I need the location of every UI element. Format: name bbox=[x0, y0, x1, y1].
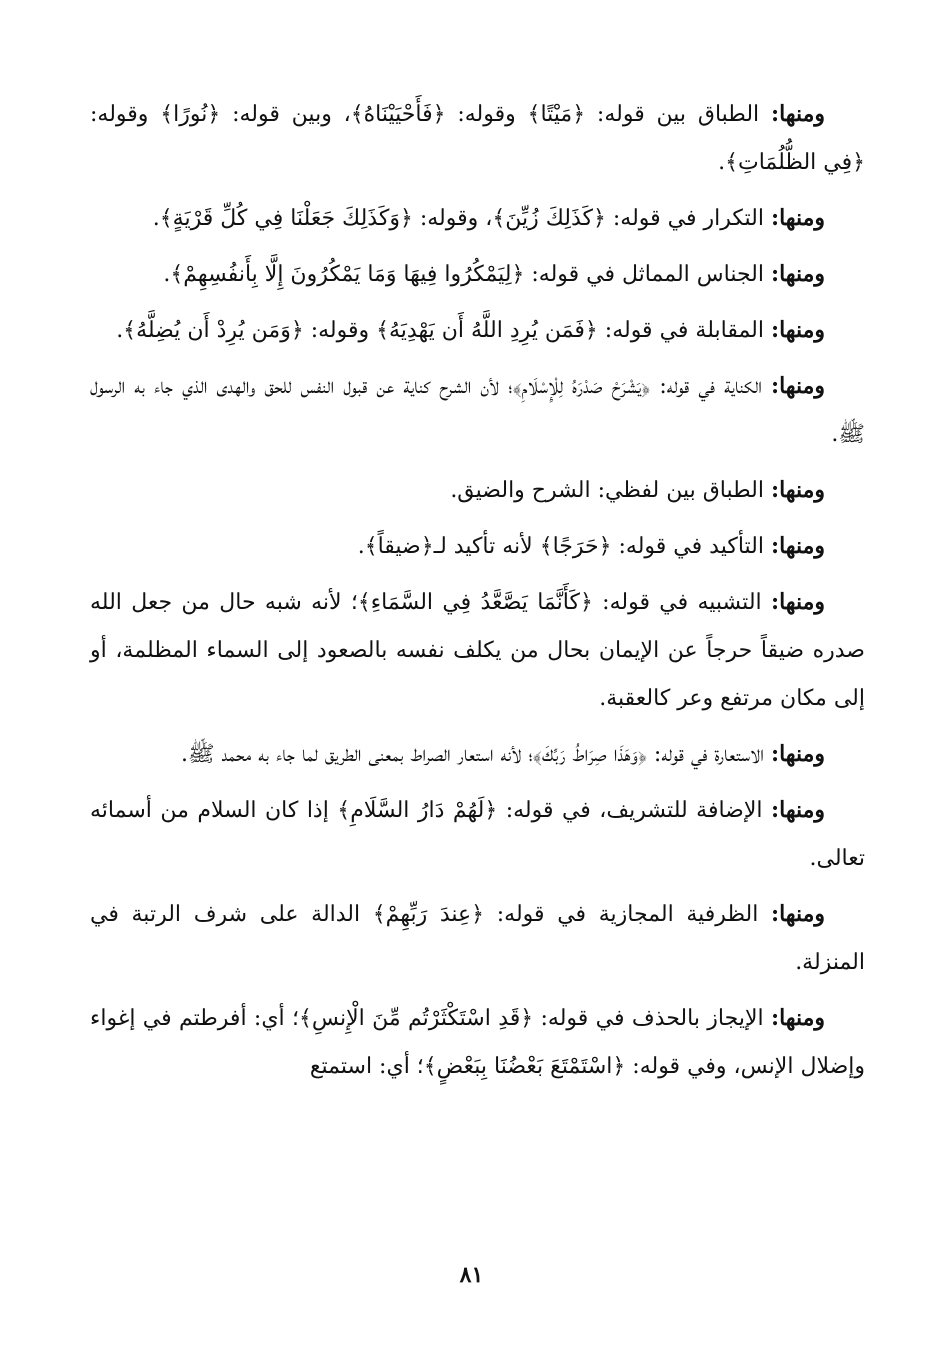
paragraph-text: الاستعارة في قوله: ﴿وَهَذَا صِرَاطُ رَبِّكَ﴾؛ لأنه استعار الصراط بمعنى الطريق لما جاء به محمد ﷺ. bbox=[180, 742, 764, 767]
paragraph-lead: ومنها: bbox=[770, 1005, 825, 1031]
paragraph-lead: ومنها: bbox=[770, 589, 825, 615]
paragraph-text: التكرار في قوله: ﴿كَذَلِكَ زُيِّنَ﴾، وقوله: ﴿وَكَذَلِكَ جَعَلْنَا فِي كُلِّ قَرْيَةٍ﴾. bbox=[152, 206, 764, 231]
paragraph-text: التأكيد في قوله: ﴿حَرَجًا﴾ لأنه تأكيد لـ﴿ضيقاً﴾. bbox=[357, 534, 764, 559]
paragraph-text: الكناية في قوله: ﴿يَشْرَحْ صَدْرَهُ لِلْإِسْلَامِ﴾؛ لأن الشرح كناية عن قبول النفس للحق والهدى الذي جاء به الرسول ﷺ. bbox=[90, 374, 865, 447]
page-number: ٨١ bbox=[459, 1262, 484, 1288]
page-body bbox=[90, 90, 865, 1098]
paragraph-istiara bbox=[90, 730, 865, 779]
paragraph-lead: ومنها: bbox=[770, 261, 825, 287]
paragraph-idafa bbox=[90, 786, 865, 883]
paragraph-tashbih bbox=[90, 578, 865, 723]
paragraph-zarfiya bbox=[90, 890, 865, 987]
paragraph-text: المقابلة في قوله: ﴿فَمَن يُرِدِ اللَّهُ أَن يَهْدِيَهُ﴾ وقوله: ﴿وَمَن يُرِدْ أَن يُضِلَّهُ﴾. bbox=[116, 318, 764, 343]
paragraph-lead: ومنها: bbox=[770, 477, 825, 503]
paragraph-text: الطباق بين قوله: ﴿مَيْتًا﴾ وقوله: ﴿فَأَحْيَيْنَاهُ﴾، وبين قوله: ﴿نُورًا﴾ وقوله: ﴿فِي الظُّلُمَاتِ﴾. bbox=[90, 102, 865, 175]
paragraph-text: الجناس المماثل في قوله: ﴿لِيَمْكُرُوا فِيهَا وَمَا يَمْكُرُونَ إِلَّا بِأَنفُسِهِمْ﴾. bbox=[163, 262, 764, 287]
paragraph-tibaq-2 bbox=[90, 466, 865, 515]
paragraph-lead: ومنها: bbox=[771, 797, 826, 823]
paragraph-takrar bbox=[90, 194, 865, 243]
paragraph-text: الطباق بين لفظي: الشرح والضيق. bbox=[450, 478, 764, 503]
paragraph-kinaya bbox=[90, 362, 865, 459]
paragraph-lead: ومنها: bbox=[770, 317, 825, 343]
paragraph-lead: ومنها: bbox=[770, 901, 825, 927]
paragraph-lead: ومنها: bbox=[770, 741, 825, 767]
paragraph-text: الإضافة للتشريف، في قوله: ﴿لَهُمْ دَارُ السَّلَامِ﴾ إذا كان السلام من أسمائه تعالى. bbox=[90, 798, 865, 871]
paragraph-takid bbox=[90, 522, 865, 571]
paragraph-lead: ومنها: bbox=[770, 101, 825, 127]
paragraph-lead: ومنها: bbox=[770, 373, 825, 399]
paragraph-tibaq-1 bbox=[90, 90, 865, 187]
paragraph-jinas bbox=[90, 250, 865, 299]
paragraph-lead: ومنها: bbox=[770, 533, 825, 559]
paragraph-text: الإيجاز بالحذف في قوله: ﴿قَدِ اسْتَكْثَرْتُم مِّنَ الْإِنسِ﴾؛ أي: أفرطتم في إغواء وإضلال الإنس، وفي قوله: ﴿اسْتَمْتَعَ بَعْضُنَا بِبَعْضٍ﴾؛ أي: استمتع bbox=[90, 1006, 865, 1079]
paragraph-ijaz bbox=[90, 994, 865, 1091]
paragraph-lead: ومنها: bbox=[770, 205, 825, 231]
paragraph-text: التشبيه في قوله: ﴿كَأَنَّمَا يَصَّعَّدُ فِي السَّمَاءِ﴾؛ لأنه شبه حال من جعل الله صدره ضيقاً حرجاً عن الإيمان بحال من يكلف نفسه بالصعود إلى السماء المظلمة، أو إلى مكان مرتفع وعر كالعقبة. bbox=[90, 590, 865, 711]
paragraph-text: الظرفية المجازية في قوله: ﴿عِندَ رَبِّهِمْ﴾ الدالة على شرف الرتبة في المنزلة. bbox=[90, 902, 865, 975]
paragraph-muqabala bbox=[90, 306, 865, 355]
